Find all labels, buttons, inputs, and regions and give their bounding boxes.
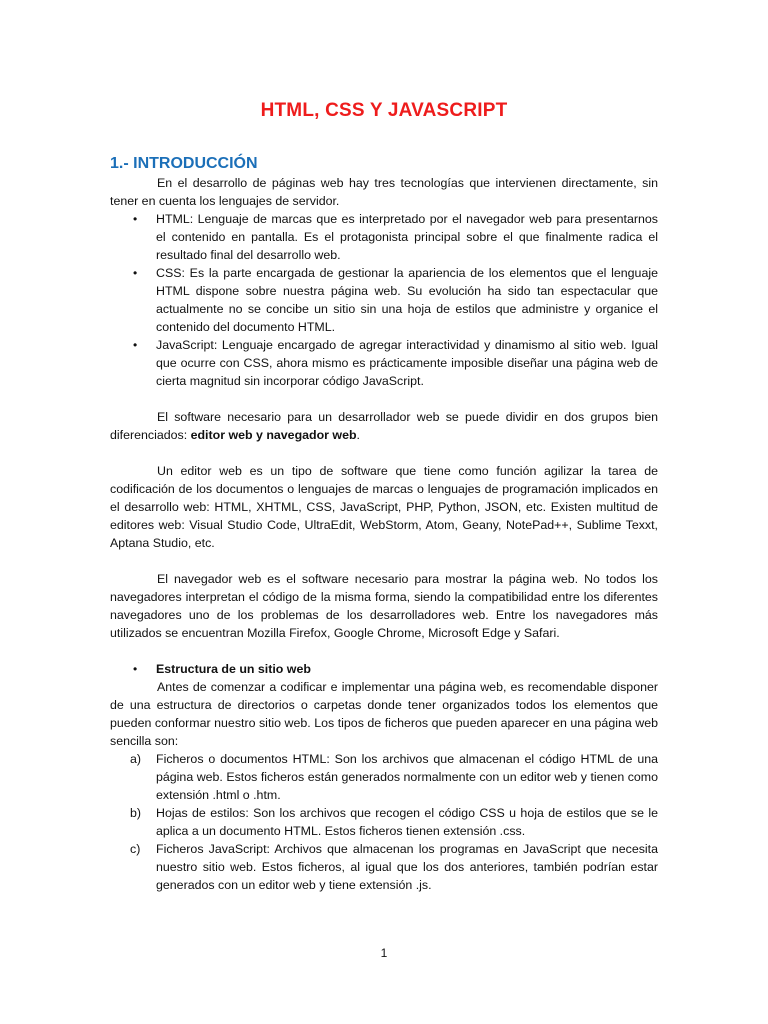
list-item — [110, 840, 658, 894]
bullet-icon: • — [133, 266, 138, 280]
page-content — [110, 98, 658, 894]
browser-paragraph: El navegador web es el software necesario para mostrar la página web. No todos los navegadores interpretan el código de la misma forma, siendo la compatibilidad entre los diferentes navegadores uno de los problemas de los desarrolladores web. Entre los navegadores más utilizados se encuentran Mozilla Firefox, Google Chrome, Microsoft Edge y Safari. — [110, 572, 658, 640]
list-item — [110, 660, 658, 678]
list-item-text: Ficheros o documentos HTML: Son los archivos que almacenan el código HTML de una página web. Estos ficheros están generados normalmente con un editor web y tienen como extensión .html o .htm. — [156, 752, 658, 802]
list-item — [110, 804, 658, 840]
list-marker: c) — [130, 842, 141, 856]
bullet-icon: • — [133, 662, 138, 676]
software-text: El software necesario para un desarrollador web se puede dividir en dos grupos bien diferenciados: — [110, 410, 658, 442]
list-item — [110, 336, 658, 390]
list-item-text: Hojas de estilos: Son los archivos que recogen el código CSS u hoja de estilos que se le aplica a un documento HTML. Estos ficheros tienen extensión .css. — [156, 806, 658, 838]
structure-paragraph: Antes de comenzar a codificar e implementar una página web, es recomendable disponer de una estructura de directorios o carpetas donde tener organizados todos los elementos que pueden conformar nuestro sitio web. Los tipos de ficheros que pueden aparecer en una página web sencilla son: — [110, 680, 658, 748]
software-paragraph — [110, 408, 658, 444]
list-item — [110, 210, 658, 264]
editor-paragraph: Un editor web es un tipo de software que tiene como función agilizar la tarea de codificación de los documentos o lenguajes de marcas o lenguajes de programación implicados en el desarrollo web: HTML, XHTML, CSS, JavaScript, PHP, Python, JSON, etc. Existen multitud de editores web: Visual Studio Code, UltraEdit, WebStorm, Atom, Geany, NotePad++, Sublime Texxt, Aptana Studio, etc. — [110, 464, 658, 550]
structure-list — [110, 660, 658, 678]
file-types-list — [110, 750, 658, 894]
list-marker: a) — [130, 752, 142, 766]
list-marker: b) — [130, 806, 142, 820]
list-item-text: Ficheros JavaScript: Archivos que almacenan los programas en JavaScript que necesita nuestro sitio web. Estos ficheros, al igual que los dos anteriores, también podrían estar generados con un editor web y tiene extensión .js. — [156, 842, 658, 892]
list-item-text: JavaScript: Lenguaje encargado de agregar interactividad y dinamismo al sitio web. Igual que ocurre con CSS, ahora mismo es prácticamente imposible diseñar una página web de cierta magnitud sin incorporar código JavaScript. — [156, 338, 658, 388]
document-title: HTML, CSS Y JAVASCRIPT — [260, 100, 508, 121]
technologies-list — [110, 210, 658, 390]
list-item — [110, 750, 658, 804]
software-bold-text: editor web y navegador web — [190, 428, 357, 442]
bullet-icon: • — [133, 212, 138, 226]
bullet-icon: • — [133, 338, 138, 352]
list-item-text: CSS: Es la parte encargada de gestionar la apariencia de los elementos que el lenguaje HTML dispone sobre nuestra página web. Su evolución ha sido tan espectacular que actualmente no se concibe un sitio sin una hoja de estilos que administre y organice el contenido del documento HTML. — [156, 266, 658, 334]
section-heading: 1.- INTRODUCCIÓN — [110, 155, 258, 172]
software-end: . — [356, 428, 360, 442]
page-number: 1 — [380, 946, 388, 960]
structure-heading: Estructura de un sitio web — [156, 662, 311, 676]
intro-paragraph: En el desarrollo de páginas web hay tres tecnologías que intervienen directamente, sin tener en cuenta los lenguajes de servidor. — [110, 176, 658, 208]
list-item — [110, 264, 658, 336]
list-item-text: HTML: Lenguaje de marcas que es interpretado por el navegador web para presentarnos el contenido en pantalla. Es el protagonista principal sobre el que finalmente radica el resultado final del desarrollo web. — [156, 212, 658, 262]
